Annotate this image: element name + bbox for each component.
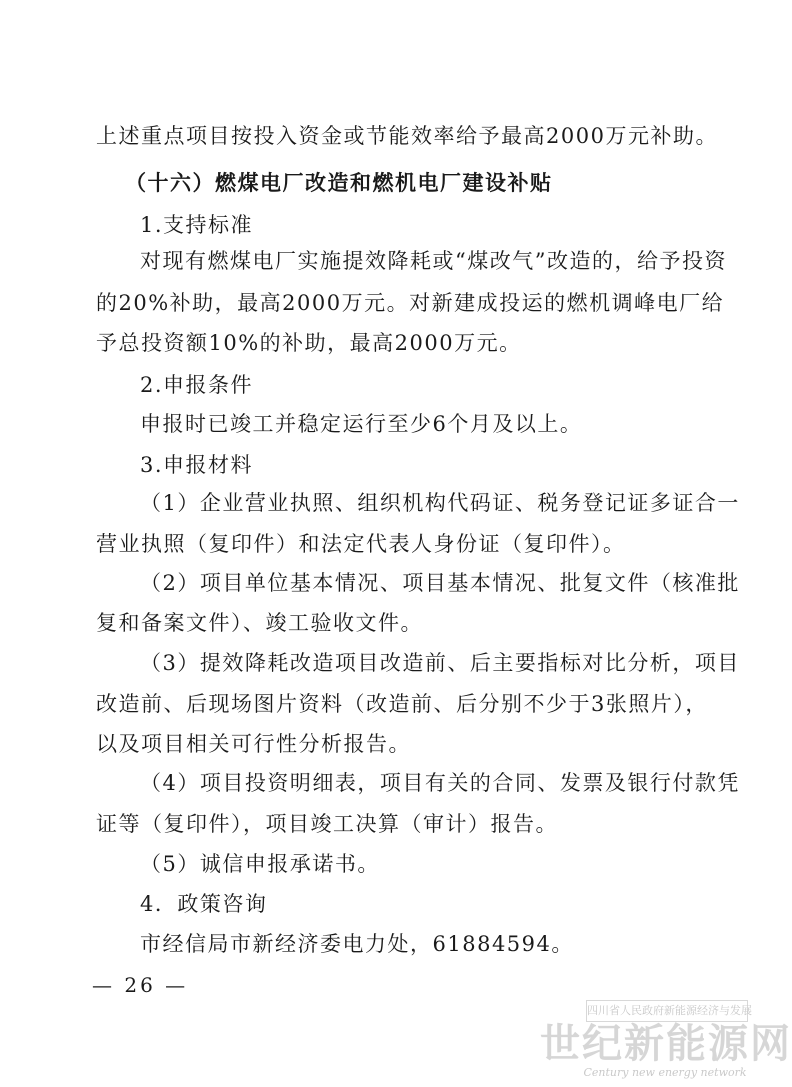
- list-item-line: （1）企业营业执照、组织机构代码证、税务登记证多证合一: [140, 491, 740, 515]
- subsection-heading: 3.申报材料: [140, 453, 254, 477]
- list-item-line: （3）提效降耗改造项目改造前、后主要指标对比分析，项目: [140, 651, 740, 675]
- page-number: — 26 —: [92, 973, 189, 997]
- list-item-line: （5）诚信申报承诺书。: [140, 852, 380, 876]
- watermark-box: 四川省人民政府新能源经济与发展: [586, 1000, 748, 1022]
- list-item-line: （4）项目投资明细表，项目有关的合同、发票及银行付款凭: [140, 771, 740, 795]
- watermark-english: Century new energy network: [583, 1066, 747, 1079]
- paragraph-line: 的20%补助，最高2000万元。对新建成投运的燃机调峰电厂给: [96, 291, 725, 315]
- section-heading: （十六）燃煤电厂改造和燃机电厂建设补贴: [125, 170, 553, 195]
- subsection-heading: 2.申报条件: [140, 373, 254, 397]
- list-item-line: 营业执照（复印件）和法定代表人身份证（复印件）。: [96, 532, 626, 556]
- paragraph-line: 申报时已竣工并稳定运行至少6个月及以上。: [140, 412, 583, 436]
- subsection-heading: 1.支持标准: [140, 213, 254, 237]
- list-item-line: 改造前、后现场图片资料（改造前、后分别不少于3张照片），: [96, 692, 708, 716]
- contact-line: 市经信局市新经济委电力处，61884594。: [140, 932, 574, 956]
- list-item-line: （2）项目单位基本情况、项目基本情况、批复文件（核准批: [140, 571, 740, 595]
- subsection-heading: 4．政策咨询: [140, 892, 268, 916]
- list-item-line: 复和备案文件）、竣工验收文件。: [96, 611, 423, 635]
- watermark-logo: 世纪新能源网: [540, 1021, 792, 1067]
- paragraph-line: 予总投资额10%的补助，最高2000万元。: [96, 331, 522, 355]
- paragraph-line: 上述重点项目按投入资金或节能效率给予最高2000万元补助。: [96, 124, 718, 148]
- list-item-line: 以及项目相关可行性分析报告。: [96, 732, 411, 756]
- list-item-line: 证等（复印件），项目竣工决算（审计）报告。: [96, 812, 558, 836]
- paragraph-line: 对现有燃煤电厂实施提效降耗或“煤改气”改造的，给予投资: [140, 249, 727, 273]
